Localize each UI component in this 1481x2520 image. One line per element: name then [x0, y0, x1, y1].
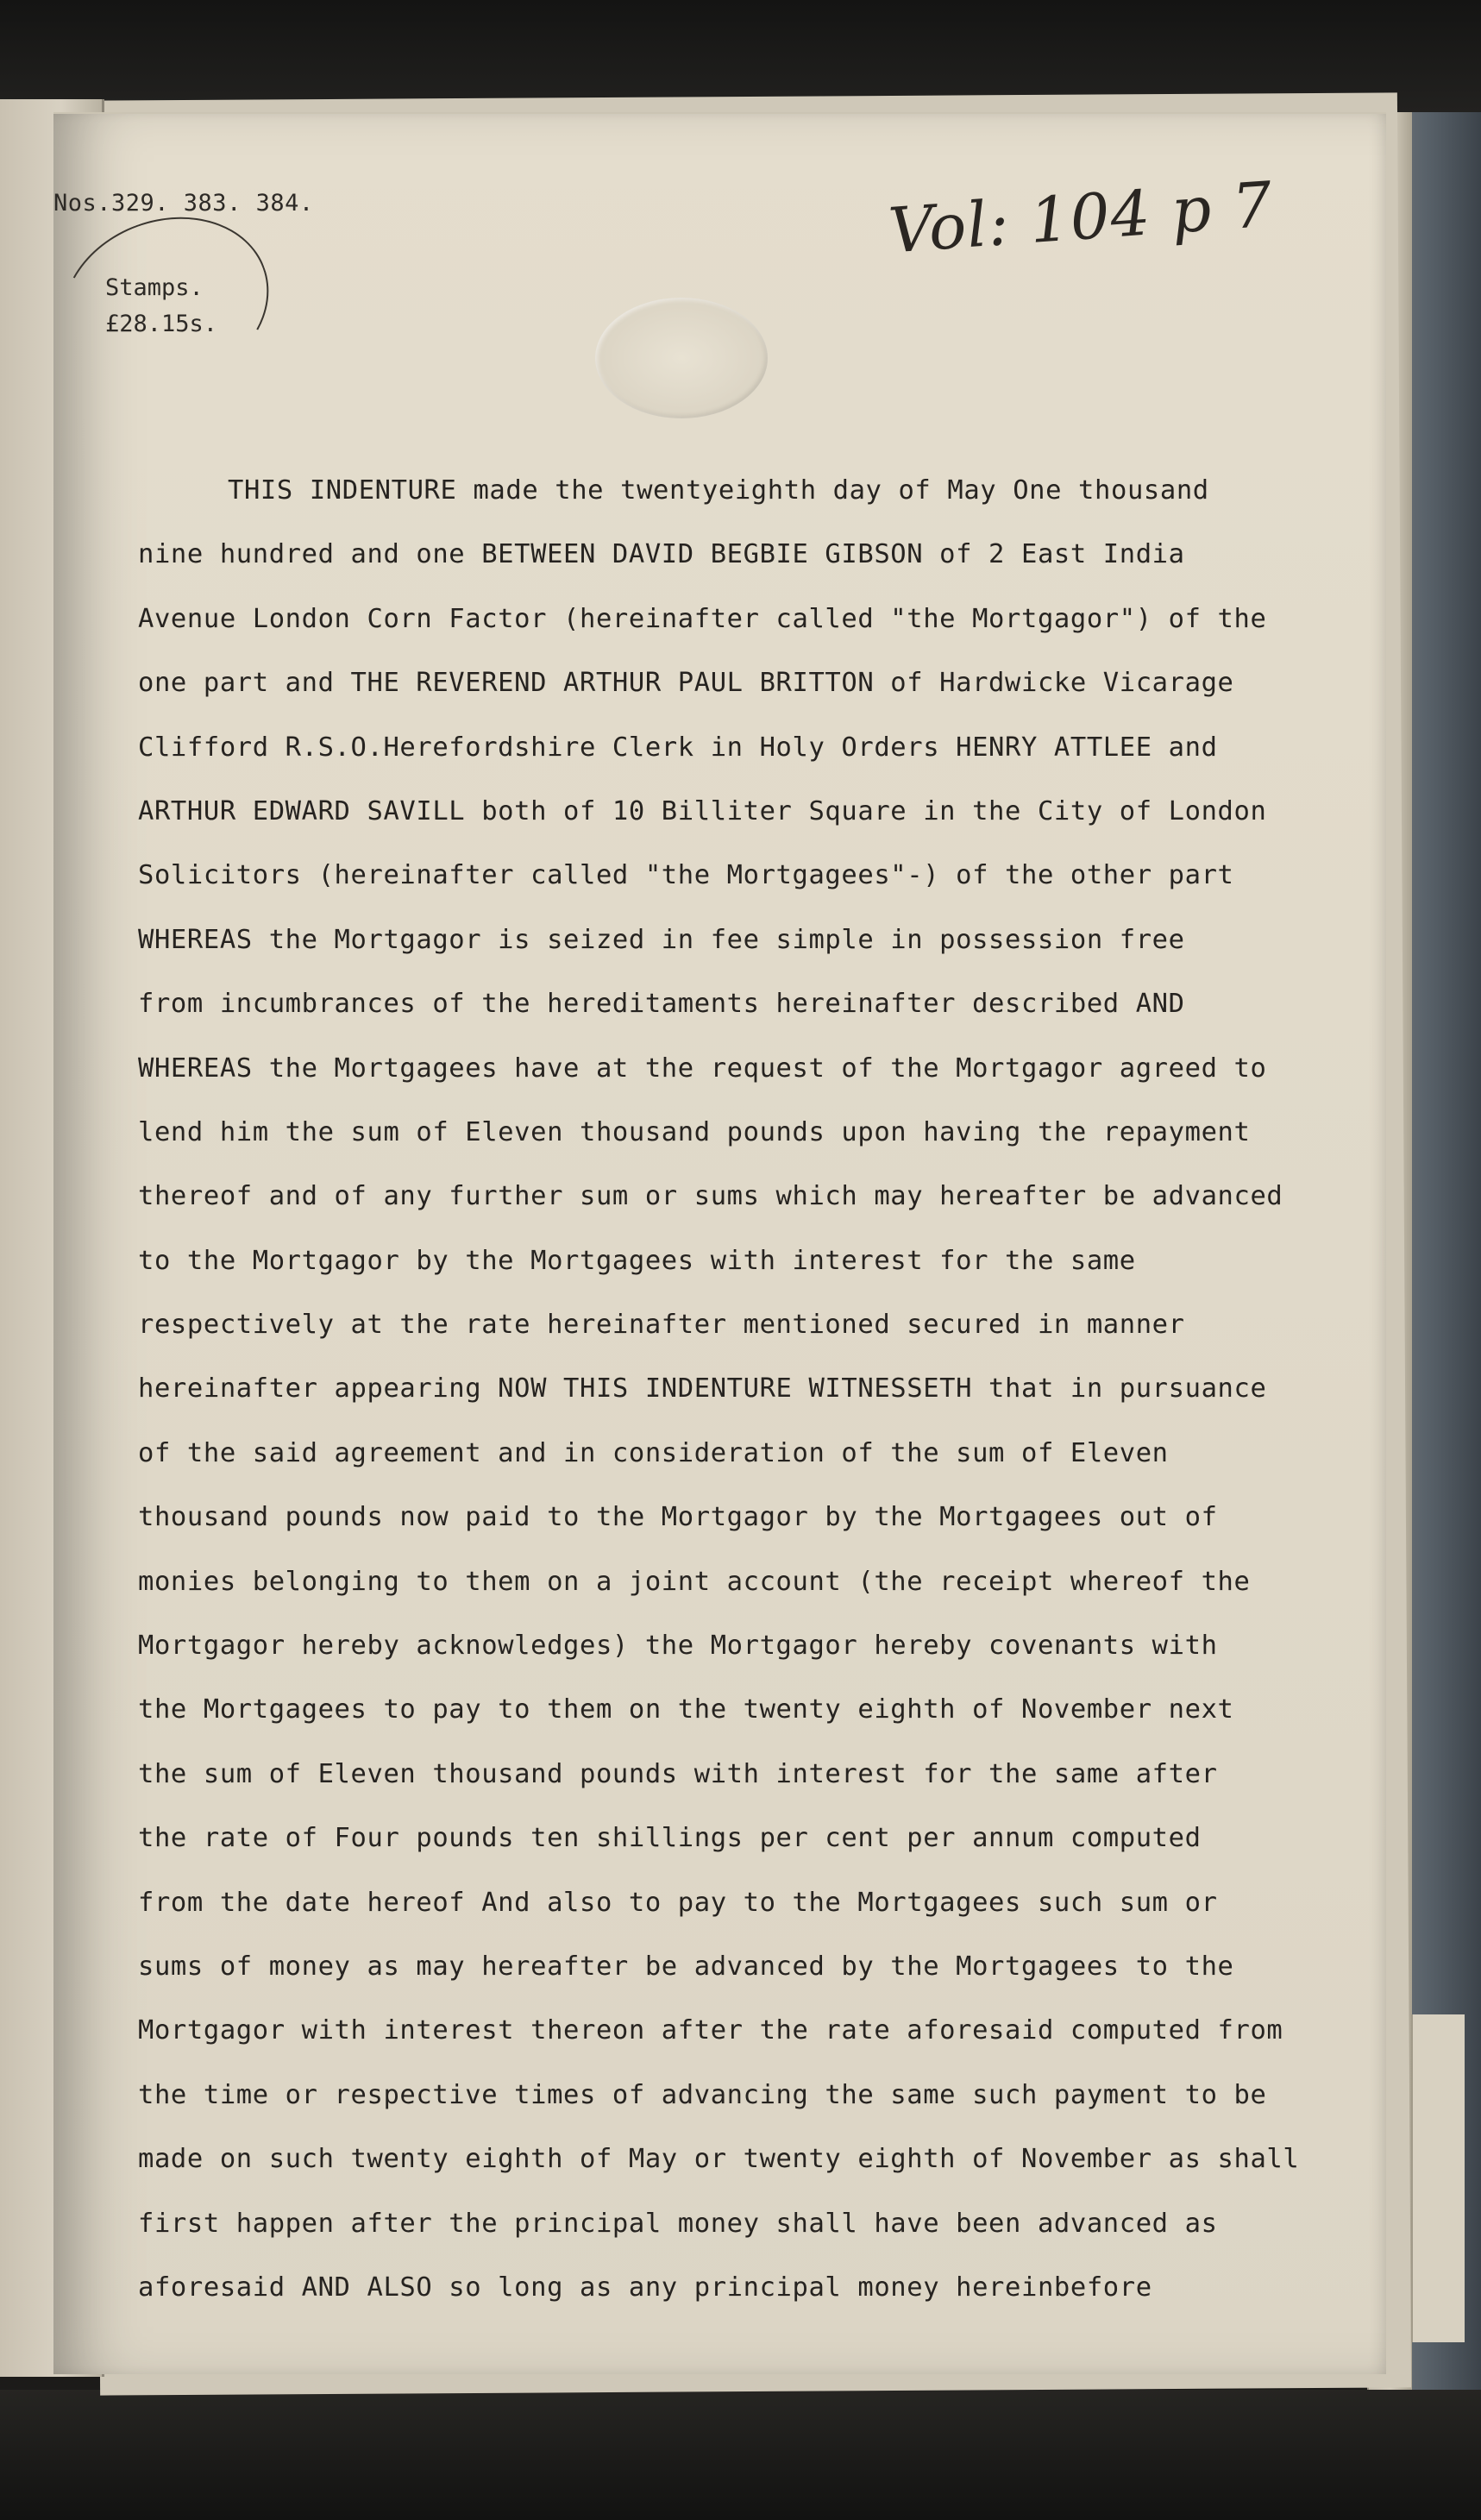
text-line: Mortgagor with interest thereon after the rate aforesaid computed from [138, 2015, 1283, 2046]
text-line: first happen after the principal money shall have been advanced as [138, 2208, 1218, 2239]
indenture-text [138, 459, 1380, 2320]
text-line: sums of money as may hereafter be advanced by the Mortgagees to the [138, 1951, 1234, 1982]
text-line: the time or respective times of advancing the same such payment to be [138, 2079, 1267, 2110]
text-line: WHEREAS the Mortgagees have at the request of the Mortgagor agreed to [138, 1053, 1267, 1084]
text-line: from the date hereof And also to pay to the Mortgagees such sum or [138, 1887, 1218, 1918]
text-line: Clifford R.S.O.Herefordshire Clerk in Holy Orders HENRY ATTLEE and [138, 732, 1218, 763]
stamps-amount: £28.15s. [105, 311, 218, 337]
text-line: the rate of Four pounds ten shillings per cent per annum computed [138, 1823, 1202, 1854]
text-line: respectively at the rate hereinafter mentioned secured in manner [138, 1310, 1185, 1341]
text-line: from incumbrances of the hereditaments hereinafter described AND [138, 989, 1185, 1020]
text-line: aforesaid AND ALSO so long as any principal money hereinbefore [138, 2272, 1152, 2303]
text-line: WHEREAS the Mortgagor is seized in fee simple in possession free [138, 924, 1185, 955]
volume-annotation: Vol: 104 p 7 [886, 167, 1276, 267]
text-line: lend him the sum of Eleven thousand pounds upon having the repayment [138, 1116, 1251, 1147]
text-line: made on such twenty eighth of May or twenty eighth of November as shall [138, 2144, 1300, 2175]
text-line: hereinafter appearing NOW THIS INDENTURE WITNESSETH that in pursuance [138, 1373, 1267, 1405]
text-line: the sum of Eleven thousand pounds with interest for the same after [138, 1758, 1218, 1789]
stamps-label: Stamps. [105, 274, 204, 301]
reference-numbers: Nos.329. 383. 384. [53, 190, 314, 217]
text-line: nine hundred and one BETWEEN DAVID BEGBIE GIBSON of 2 East India [138, 539, 1185, 570]
text-line: Mortgagor hereby acknowledges) the Mortgagor hereby covenants with [138, 1631, 1218, 1662]
background-bottom [0, 2390, 1481, 2520]
text-line: one part and THE REVEREND ARTHUR PAUL BRITTON of Hardwicke Vicarage [138, 668, 1234, 699]
text-line: Avenue London Corn Factor (hereinafter called "the Mortgagor") of the [138, 603, 1267, 634]
stamps-block [105, 270, 217, 342]
text-line: the Mortgagees to pay to them on the twenty eighth of November next [138, 1694, 1234, 1725]
text-line: THIS INDENTURE made the twentyeighth day of May One thousand [228, 475, 1209, 506]
text-line: Solicitors (hereinafter called "the Mortgagees"-) of the other part [138, 860, 1234, 891]
text-line: to the Mortgagor by the Mortgagees with interest for the same [138, 1245, 1136, 1276]
text-line: of the said agreement and in consideration of the sum of Eleven [138, 1437, 1169, 1468]
text-line: thousand pounds now paid to the Mortgagor by the Mortgagees out of [138, 1502, 1218, 1533]
text-line: ARTHUR EDWARD SAVILL both of 10 Billiter Square in the City of London [138, 795, 1267, 826]
embossed-seal [595, 298, 768, 418]
text-line: thereof and of any further sum or sums which may hereafter be advanced [138, 1181, 1283, 1212]
card-insert [1411, 2014, 1465, 2342]
text-line: monies belonging to them on a joint account (the receipt whereof the [138, 1566, 1251, 1597]
